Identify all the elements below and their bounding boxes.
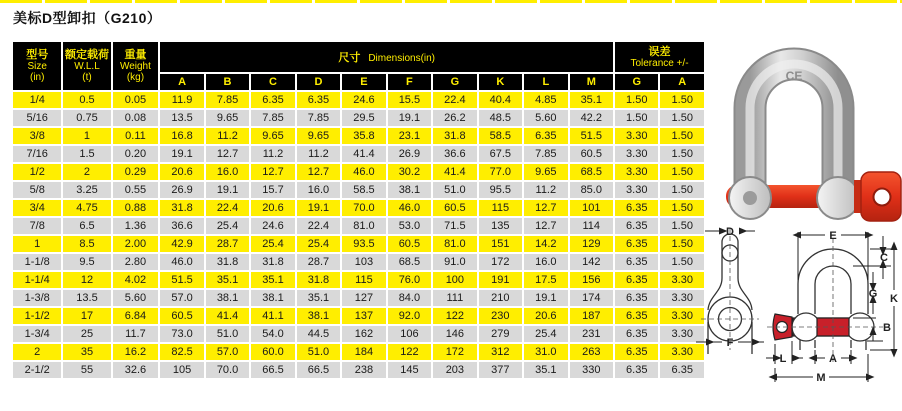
table-cell: 101 [570,200,613,216]
table-cell: 35 [63,344,110,360]
table-cell: 135 [479,218,522,234]
dim-col-header-l: L [524,74,567,90]
table-cell: 46.0 [342,164,385,180]
table-cell: 55 [63,362,110,378]
table-cell: 115 [342,272,385,288]
table-cell: 6.35 [615,200,658,216]
table-cell: 111 [433,290,476,306]
table-row [13,92,704,108]
table-cell: 6.35 [297,92,340,108]
table-cell: 57.0 [160,290,203,306]
dim-label-M: M [816,372,826,384]
table-cell: 81.0 [433,236,476,252]
shackle-pin-end [743,191,757,205]
table-cell: 60.5 [160,308,203,324]
dim-col-header-k: K [479,74,522,90]
table-row [13,272,704,288]
table-cell: 2.80 [113,254,159,270]
table-cell: 231 [570,326,613,342]
table-cell: 35.1 [524,362,567,378]
table-cell: 1.50 [660,146,704,162]
col-header-weight: 重量 Weight (kg) [113,42,159,90]
table-cell: 25.4 [251,236,294,252]
dim-label-C: C [880,252,888,264]
col-header-dimensions: 尺寸 Dimensions(in) [160,42,613,72]
diagram-centerlines-left [701,228,759,350]
table-cell: 156 [570,272,613,288]
table-cell: 1.36 [113,218,159,234]
table-cell: 29.5 [342,110,385,126]
table-cell: 31.8 [251,254,294,270]
table-cell: 46.0 [160,254,203,270]
table-cell: 129 [570,236,613,252]
dim-col-header-d: D [297,74,340,90]
dim-col-header-g: G [433,74,476,90]
table-cell: 1.50 [660,200,704,216]
table-cell: 377 [479,362,522,378]
table-cell: 76.0 [388,272,431,288]
table-cell: 4.02 [113,272,159,288]
table-cell: 58.5 [479,128,522,144]
col-header-wll: 额定载荷 W.L.L (t) [63,42,110,90]
table-cell: 4.85 [524,92,567,108]
dim-col-header-a: A [160,74,203,90]
table-cell: 91.0 [433,254,476,270]
table-cell: 3.30 [615,164,658,180]
table-cell: 3.30 [660,344,704,360]
table-cell: 9.5 [63,254,110,270]
dim-label-A: A [829,353,837,365]
table-cell: 19.1 [388,110,431,126]
table-cell: 191 [479,272,522,288]
table-cell: 1/4 [13,92,61,108]
table-cell: 187 [570,308,613,324]
table-cell: 15.5 [388,92,431,108]
table-cell: 1.50 [615,92,658,108]
table-cell: 26.9 [160,182,203,198]
table-cell: 54.0 [251,326,294,342]
table-cell: 53.0 [388,218,431,234]
ce-marking: CE [785,69,803,83]
table-cell: 38.1 [251,290,294,306]
table-cell: 172 [479,254,522,270]
table-cell: 60.0 [251,344,294,360]
table-cell: 9.65 [524,164,567,180]
tol-col-header-a: A [660,74,704,90]
table-cell: 32.6 [113,362,159,378]
table-cell: 67.5 [479,146,522,162]
table-cell: 19.1 [524,290,567,306]
table-cell: 51.0 [206,326,249,342]
table-cell: 6.35 [615,254,658,270]
table-cell: 8.5 [63,236,110,252]
table-cell: 16.0 [206,164,249,180]
table-cell: 6.35 [615,290,658,306]
table-cell: 51.5 [570,128,613,144]
dim-col-header-e: E [342,74,385,90]
table-cell: 44.5 [297,326,340,342]
table-cell: 4.75 [63,200,110,216]
table-cell: 71.5 [433,218,476,234]
table-cell: 68.5 [388,254,431,270]
table-cell: 2 [13,344,61,360]
table-cell: 146 [433,326,476,342]
dim-label-L: L [779,353,787,365]
table-cell: 66.5 [251,362,294,378]
table-cell: 28.7 [206,236,249,252]
shackle-eye-right [817,177,859,219]
table-cell: 11.9 [160,92,203,108]
table-cell: 41.1 [251,308,294,324]
pin-head-hole [874,189,891,206]
table-cell: 100 [433,272,476,288]
dim-col-header-m: M [570,74,613,90]
table-cell: 1.50 [660,236,704,252]
table-cell: 1/2 [13,164,61,180]
table-cell: 38.1 [297,308,340,324]
table-cell: 11.7 [113,326,159,342]
col-header-size: 型号 Size (in) [13,42,61,90]
table-cell: 1.50 [660,128,704,144]
table-cell: 19.1 [160,146,203,162]
table-cell: 11.2 [524,182,567,198]
table-cell: 7.85 [206,92,249,108]
table-cell: 35.1 [251,272,294,288]
table-cell: 5.60 [113,290,159,306]
cropped-row-strip [0,0,902,3]
table-cell: 3.30 [660,272,704,288]
table-cell: 31.8 [206,254,249,270]
table-cell: 2 [63,164,110,180]
table-cell: 31.0 [524,344,567,360]
table-cell: 51.0 [297,344,340,360]
table-row [13,326,704,342]
table-cell: 92.0 [388,308,431,324]
table-cell: 93.5 [342,236,385,252]
table-cell: 3.30 [615,182,658,198]
table-cell: 60.5 [570,146,613,162]
table-cell: 0.88 [113,200,159,216]
table-cell: 9.65 [251,128,294,144]
table-cell: 20.6 [524,308,567,324]
dim-col-header-b: B [206,74,249,90]
table-cell: 3.30 [660,326,704,342]
table-row [13,344,704,360]
dim-label-D: D [726,226,734,238]
table-cell: 15.7 [251,182,294,198]
table-cell: 7.85 [524,146,567,162]
table-cell: 12.7 [524,218,567,234]
table-cell: 1.50 [660,164,704,180]
table-cell: 263 [570,344,613,360]
table-cell: 70.0 [206,362,249,378]
table-cell: 68.5 [570,164,613,180]
table-cell: 22.4 [433,92,476,108]
table-cell: 5/8 [13,182,61,198]
table-cell: 0.20 [113,146,159,162]
table-cell: 30.2 [388,164,431,180]
table-cell: 38.1 [388,182,431,198]
table-cell: 114 [570,218,613,234]
table-cell: 330 [570,362,613,378]
table-cell: 3.30 [660,290,704,306]
table-cell: 145 [388,362,431,378]
table-row [13,362,704,378]
table-cell: 6.35 [615,362,658,378]
table-cell: 31.8 [297,272,340,288]
table-cell: 42.9 [160,236,203,252]
dim-label-F: F [726,337,734,349]
table-cell: 0.75 [63,110,110,126]
table-cell: 105 [160,362,203,378]
table-cell: 66.5 [297,362,340,378]
table-cell: 162 [342,326,385,342]
table-row [13,236,704,252]
table-cell: 51.5 [160,272,203,288]
table-cell: 1 [13,236,61,252]
table-cell: 7.85 [251,110,294,126]
table-cell: 6.35 [615,272,658,288]
table-cell: 17.5 [524,272,567,288]
table-cell: 172 [433,344,476,360]
table-cell: 25 [63,326,110,342]
spec-table [11,40,706,380]
table-cell: 35.8 [342,128,385,144]
shackle-body [750,64,838,196]
table-cell: 38.1 [206,290,249,306]
table-cell: 19.1 [206,182,249,198]
table-cell: 11.2 [251,146,294,162]
table-cell: 3.30 [660,308,704,324]
table-cell: 0.08 [113,110,159,126]
table-cell: 12 [63,272,110,288]
table-row [13,290,704,306]
table-cell: 6.35 [615,326,658,342]
table-cell: 13.5 [63,290,110,306]
table-cell: 17 [63,308,110,324]
table-cell: 142 [570,254,613,270]
table-cell: 51.0 [433,182,476,198]
table-cell: 24.6 [251,218,294,234]
table-cell: 122 [388,344,431,360]
table-row [13,182,704,198]
table-cell: 6.35 [615,218,658,234]
table-row [13,164,704,180]
table-cell: 22.4 [206,200,249,216]
table-cell: 1.5 [63,146,110,162]
dim-label-E: E [829,230,837,242]
table-cell: 9.65 [206,110,249,126]
table-cell: 26.9 [388,146,431,162]
table-cell: 122 [433,308,476,324]
table-cell: 70.0 [342,200,385,216]
table-cell: 82.5 [160,344,203,360]
table-cell: 1-3/8 [13,290,61,306]
table-cell: 1-1/8 [13,254,61,270]
table-cell: 0.11 [113,128,159,144]
table-cell: 6.35 [251,92,294,108]
table-cell: 12.7 [251,164,294,180]
table-cell: 1.50 [660,182,704,198]
table-cell: 312 [479,344,522,360]
table-cell: 81.0 [342,218,385,234]
table-cell: 25.4 [297,236,340,252]
table-cell: 6.35 [615,236,658,252]
table-cell: 1 [63,128,110,144]
table-cell: 6.35 [660,362,704,378]
table-cell: 0.29 [113,164,159,180]
table-cell: 174 [570,290,613,306]
table-cell: 23.1 [388,128,431,144]
table-cell: 238 [342,362,385,378]
table-cell: 40.4 [479,92,522,108]
table-cell: 7/16 [13,146,61,162]
table-cell: 1.50 [615,110,658,126]
table-row [13,218,704,234]
table-cell: 230 [479,308,522,324]
table-cell: 36.6 [433,146,476,162]
table-row [13,254,704,270]
table-row [13,200,704,216]
table-cell: 58.5 [342,182,385,198]
table-cell: 203 [433,362,476,378]
table-cell: 1.50 [660,254,704,270]
table-cell: 16.8 [160,128,203,144]
table-cell: 6.5 [63,218,110,234]
table-cell: 6.35 [524,128,567,144]
table-cell: 1-3/4 [13,326,61,342]
table-cell: 26.2 [433,110,476,126]
table-cell: 31.8 [433,128,476,144]
table-cell: 12.7 [297,164,340,180]
table-cell: 1.50 [660,92,704,108]
table-cell: 48.5 [479,110,522,126]
table-cell: 6.35 [615,344,658,360]
table-cell: 16.0 [297,182,340,198]
table-cell: 19.1 [297,200,340,216]
table-cell: 41.4 [206,308,249,324]
table-cell: 5/16 [13,110,61,126]
table-cell: 35.1 [570,92,613,108]
table-row [13,146,704,162]
table-cell: 41.4 [342,146,385,162]
table-cell: 60.5 [388,236,431,252]
table-cell: 9.65 [297,128,340,144]
table-cell: 31.8 [160,200,203,216]
dim-label-K: K [890,293,898,305]
table-cell: 35.1 [297,290,340,306]
table-cell: 1-1/2 [13,308,61,324]
table-cell: 57.0 [206,344,249,360]
table-cell: 127 [342,290,385,306]
table-cell: 3/8 [13,128,61,144]
table-cell: 1-1/4 [13,272,61,288]
table-cell: 73.0 [160,326,203,342]
table-row [13,308,704,324]
table-row [13,128,704,144]
table-cell: 77.0 [479,164,522,180]
table-cell: 279 [479,326,522,342]
table-cell: 42.2 [570,110,613,126]
table-cell: 22.4 [297,218,340,234]
dimension-diagram [695,222,902,408]
table-cell: 3.30 [615,128,658,144]
table-cell: 11.2 [206,128,249,144]
table-cell: 3.30 [615,146,658,162]
table-cell: 115 [479,200,522,216]
table-cell: 35.1 [206,272,249,288]
table-cell: 0.05 [113,92,159,108]
table-cell: 0.5 [63,92,110,108]
table-cell: 1.50 [660,218,704,234]
table-cell: 6.84 [113,308,159,324]
tol-col-header-g: G [615,74,658,90]
table-cell: 25.4 [524,326,567,342]
table-cell: 2.00 [113,236,159,252]
col-header-tolerance: 误差 Tolerance +/- [615,42,704,72]
dim-label-G: G [868,288,878,300]
table-cell: 85.0 [570,182,613,198]
table-cell: 11.2 [297,146,340,162]
dim-col-header-f: F [388,74,431,90]
dim-label-B: B [883,322,891,334]
table-cell: 106 [388,326,431,342]
table-cell: 7.85 [297,110,340,126]
product-photo [706,28,902,226]
table-cell: 6.35 [615,308,658,324]
table-cell: 14.2 [524,236,567,252]
table-cell: 36.6 [160,218,203,234]
table-cell: 1.50 [660,110,704,126]
shackle-photo [726,64,901,221]
table-cell: 20.6 [251,200,294,216]
table-cell: 25.4 [206,218,249,234]
table-cell: 24.6 [342,92,385,108]
table-cell: 12.7 [524,200,567,216]
table-cell: 60.5 [433,200,476,216]
table-cell: 13.5 [160,110,203,126]
table-cell: 184 [342,344,385,360]
table-row [13,110,704,126]
spec-table-body [13,92,704,378]
table-cell: 16.0 [524,254,567,270]
table-cell: 2-1/2 [13,362,61,378]
table-cell: 151 [479,236,522,252]
table-cell: 46.0 [388,200,431,216]
table-cell: 16.2 [113,344,159,360]
table-cell: 7/8 [13,218,61,234]
table-cell: 28.7 [297,254,340,270]
table-cell: 0.55 [113,182,159,198]
table-cell: 5.60 [524,110,567,126]
table-cell: 20.6 [160,164,203,180]
table-cell: 84.0 [388,290,431,306]
table-cell: 12.7 [206,146,249,162]
table-cell: 95.5 [479,182,522,198]
table-cell: 41.4 [433,164,476,180]
table-cell: 103 [342,254,385,270]
table-cell: 210 [479,290,522,306]
dim-col-header-c: C [251,74,294,90]
page-title: 美标D型卸扣（G210） [13,10,162,26]
table-cell: 3/4 [13,200,61,216]
table-cell: 137 [342,308,385,324]
table-cell: 3.25 [63,182,110,198]
